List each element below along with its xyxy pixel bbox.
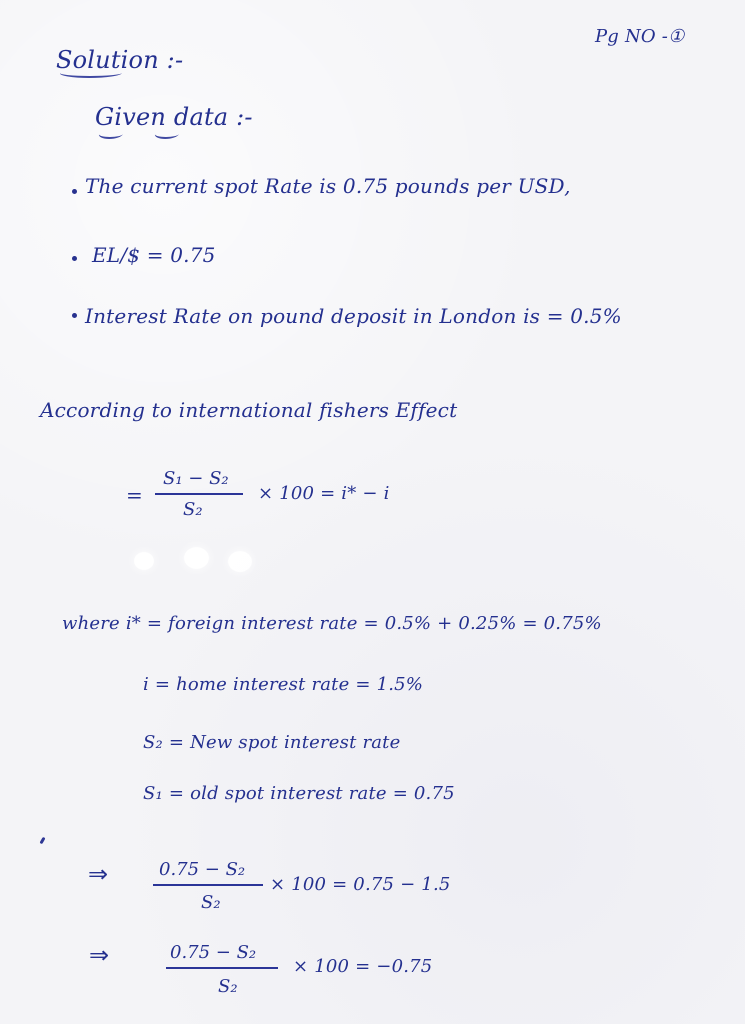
bullet-dot-1 [72,189,77,194]
home-rate-line: i = home interest rate = 1.5% [143,674,424,695]
equation-1-suffix: × 100 = 0.75 − 1.5 [270,874,451,895]
paper-smudge-2 [184,547,209,569]
given-bullet-1: The current spot Rate is 0.75 pounds per USD, [85,174,571,198]
bullet-dot-2 [72,256,77,261]
given-data-heading: Given data :- [95,103,253,131]
solution-heading: Solution :- [56,46,184,74]
equation-2-numerator: 0.75 − S₂ [170,942,257,963]
equation-2-fraction [166,942,284,1004]
equation-1-fraction [153,859,265,921]
equation-1-denominator: S₂ [201,892,221,913]
old-spot-line: S₁ = old spot interest rate = 0.75 [143,783,455,804]
formula-fraction [155,468,255,528]
equation-1-numerator: 0.75 − S₂ [159,859,246,880]
solution-underline [58,68,124,78]
page-number: Pg NO -① [595,26,685,47]
implication-arrow-1: ⇒ [88,860,109,888]
formula-fraction-bar [155,493,243,495]
given-bullet-3: Interest Rate on pound deposit in London is = 0.5% [85,304,622,328]
bullet-dot-3 [72,313,77,318]
equation-2-suffix: × 100 = −0.75 [293,956,433,977]
paper-smudge-3 [228,551,252,572]
formula-denominator: S₂ [183,499,203,520]
new-spot-line: S₂ = New spot interest rate [143,732,401,753]
given-underline-2 [153,129,181,139]
pen-mark [39,837,45,845]
formula-prefix: = [126,483,143,507]
given-bullet-2: EL/$ = 0.75 [92,243,216,267]
formula-numerator: S₁ − S₂ [163,468,229,489]
according-line: According to international fishers Effect [40,398,458,422]
equation-1-fraction-bar [153,884,263,886]
equation-2-fraction-bar [166,967,278,969]
equation-2-denominator: S₂ [218,976,238,997]
paper-smudge-1 [134,552,154,570]
where-line: where i* = foreign interest rate = 0.5% + 0.25% = 0.75% [62,613,602,634]
formula-suffix: × 100 = i* − i [258,483,390,504]
given-underline-1 [97,129,125,139]
implication-arrow-2: ⇒ [89,941,110,969]
